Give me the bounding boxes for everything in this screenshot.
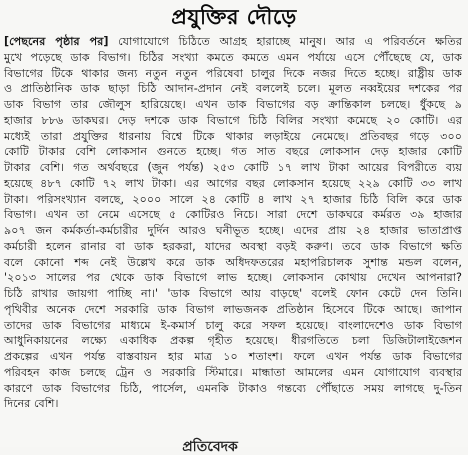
article-line: মধ্যেই তারা প্রযুক্তির ধারনায় বিশ্বে টিকে থাকার লড়াইয়ে নেমেছে। প্রতিবছর গড়ে ৩০০: [4, 129, 462, 143]
article-line: তাদের ডাক বিভাগের মাধ্যমে ই-কমার্স চালু করে সফল হয়েছে। বাংলাদেশেও ডাক বিভাগ: [4, 318, 462, 332]
article-body: [4, 34, 462, 412]
article-line: ডাক বিভাগ তার জৌলুস হারিয়েছে। এখন ডাক বিভাগের বড় ক্রান্তিকাল চলছে। ধুঁকছে ৯: [4, 98, 462, 111]
cutoff-text: প্রতিবেদক: [182, 439, 238, 455]
article-line: প্রকল্পের এখন পর্যন্ত বাস্তবায়ন হার মাত্র ১০ শতাংশ। ফলে এখন পর্যন্ত ডাক বিভাগের: [4, 350, 462, 363]
article-line: আধুনিকায়নের লক্ষ্যে একাধিক প্রকল্প গৃহীত হয়েছে। ধীরগতিতে চলা ডিজিটালাইজেশন: [4, 334, 462, 348]
article-line: বলে কোনো শব্দ নেই উল্লেখ করে ডাক অধিদফতরের মহাপরিচালক সুশান্ত মন্ডল বলেন,: [4, 255, 462, 269]
article-line: বিভাগ। এখন তা নেমে এসেছে ৫ কোটিরও নিচে। সারা দেশে ডাকঘরে কর্মরত ৩৯ হাজার: [4, 208, 462, 222]
article-line: হয়েছে ৪৮৭ কোটি ৭২ লাখ টাকা। এর আগের বছর লোকসান হয়েছে ২২৯ কোটি ৩৩ লাখ: [4, 176, 462, 190]
article-line: চিঠি রাখার জায়গা পাচ্ছি না।' 'ডাক বিভাগে আয় বাড়ছে' বলেই ফোন কেটে দেন তিনি।: [4, 287, 462, 300]
article-line: কর্মচারী হলেন রানার বা ডাক হরকরা, যাদের অবস্থা বড়ই করুণ। তবে ডাক বিভাগে ক্ষতি: [4, 239, 462, 253]
article-line: টাকার বেশি। গত অর্থবছরে (জুন পর্যন্ত) ২৫৩ কোটি ১৭ লাখ টাকা আয়ের বিপরীতে ব্যয়: [4, 161, 462, 174]
article-line: পৃথিবীর অনেক দেশে সরকারি ডাক বিভাগ লাভজনক প্রতিষ্ঠান হিসেবে টিকে আছে। জাপান: [4, 302, 462, 316]
continuation-label: [পেছনের পৃষ্ঠার পর]: [4, 35, 109, 48]
article-line: টাকা। পরিসংখ্যান বলছে, ২০০০ সালে ২৪ কোটি ৪ লাখ ২৭ হাজার চিঠি বিলি করে ডাক: [4, 192, 462, 206]
article-line: ও প্রাতিষ্ঠানিক ডাক ছাড়া চিঠি আদান-প্রদান নেই বললেই চলে। মূলত নব্বইয়ের দশকের পর: [4, 82, 462, 96]
article-line: [4, 34, 462, 50]
article-line: হাজার ৮৮৬ ডাকঘর। দেড় দশকে ডাক বিভাগে চিঠি বিলির সংখ্যা কমেছে ২০ কোটি। এর: [4, 113, 462, 127]
article-line-text: যোগাযোগে চিঠিতে আগ্রহ হারাচ্ছে মানুষ। আর এ পরিবর্তনে ক্ষতির: [118, 35, 462, 48]
article-line: কারণে ডাক বিভাগের চিঠি, পার্সেল, এমনকি টাকাও গন্তব্যে পৌঁছাতে সময় লাগছে দু-তিন: [4, 381, 462, 395]
article-line: ৯০৭ জন কর্মকর্তা-কর্মচারীর দুর্দিন আরও ঘনীভূত হচ্ছে। এদের প্রায় ২৪ হাজার ভাতাপ্রাপ্ত: [4, 224, 462, 237]
article-line: বিভাগের টিকে থাকার জন্য নতুন নতুন পরিষেবা চালুর দিকে নজর দিতে হচ্ছে। রাষ্ট্রীয় ডাক: [4, 66, 462, 80]
article-line: পরিবহন কাজ চলছে ট্রেন ও সরকারি স্টিমারে। মান্ধাতা আমলের এমন যোগাযোগ ব্যবস্থার: [4, 365, 462, 379]
article-line: দিনের বেশি।: [4, 397, 59, 411]
headline: প্রযুক্তির দৌড়ে: [171, 5, 297, 29]
article-line: '২০১৩ সালের পর থেকে ডাক বিভাগে লাভ হচ্ছে। লোকসান কোথায় দেখেন আপনারা?: [4, 271, 462, 285]
article-line: মুখে পড়েছে ডাক বিভাগ। চিঠির সংখ্যা কমতে কমতে এমন পর্যায়ে এসে পৌঁছেছে যে, ডাক: [4, 50, 462, 64]
article-line: কোটি টাকার বেশি লোকসান গুনতে হচ্ছে। গত সাত বছরে লোকসান দেড় হাজার কোটি: [4, 145, 462, 159]
